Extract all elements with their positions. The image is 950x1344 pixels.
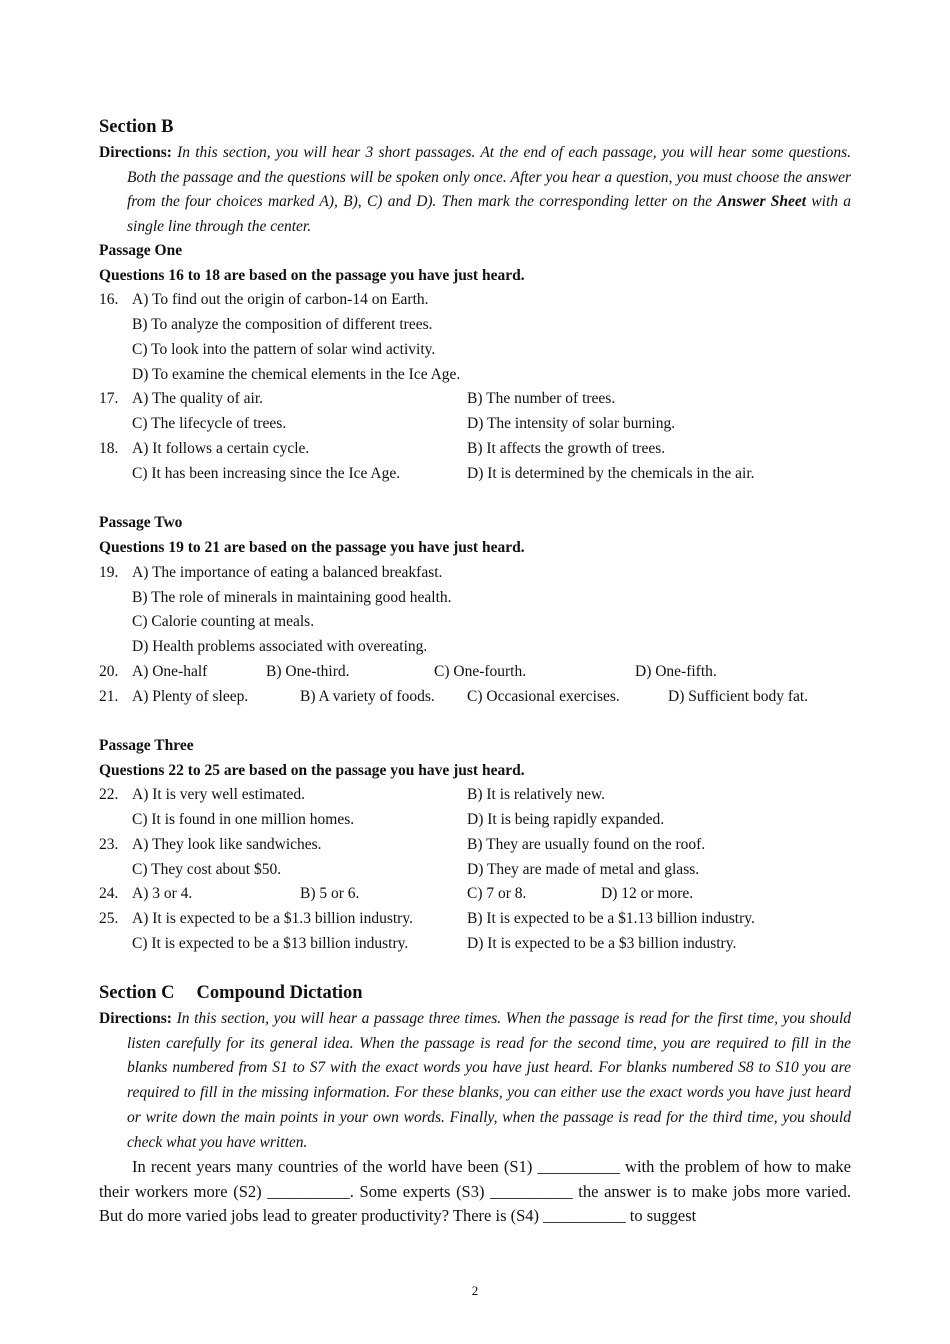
passage-three-title: Passage Three bbox=[99, 737, 194, 754]
question-number: 21. bbox=[99, 688, 119, 705]
choice-c: C) To look into the pattern of solar wind activity. bbox=[132, 341, 436, 358]
choice-b: B) The role of minerals in maintaining good health. bbox=[132, 589, 452, 606]
choice-a: A) Plenty of sleep. bbox=[132, 688, 249, 705]
question-number: 19. bbox=[99, 564, 119, 581]
question-number: 25. bbox=[99, 910, 119, 927]
directions-text-end: with a single line through the center. bbox=[127, 193, 852, 236]
section-b-title: Section B bbox=[99, 117, 174, 137]
choice-c: C) It is found in one million homes. bbox=[132, 811, 355, 828]
answer-sheet-emphasis: Answer Sheet bbox=[717, 193, 807, 211]
question-number: 16. bbox=[99, 291, 119, 308]
choice-c: C) Occasional exercises. bbox=[467, 688, 620, 705]
choice-a: A) To find out the origin of carbon-14 on Earth. bbox=[132, 291, 429, 308]
choice-b: B) The number of trees. bbox=[467, 390, 616, 407]
choice-d: D) It is being rapidly expanded. bbox=[467, 811, 665, 828]
section-c-subtitle: Compound Dictation bbox=[196, 983, 363, 1003]
choice-b: B) It is expected to be a $1.13 billion industry. bbox=[467, 910, 755, 927]
question-number: 17. bbox=[99, 390, 119, 407]
section-c-label: Section C bbox=[99, 983, 175, 1003]
choice-b: B) One-third. bbox=[266, 663, 350, 680]
passage-three-instruction: Questions 22 to 25 are based on the passage you have just heard. bbox=[99, 762, 525, 779]
question-number: 23. bbox=[99, 836, 119, 853]
choice-d: D) The intensity of solar burning. bbox=[467, 415, 676, 432]
choice-a: A) The importance of eating a balanced breakfast. bbox=[132, 564, 443, 581]
choice-b: B) It affects the growth of trees. bbox=[467, 440, 666, 457]
choice-d: D) They are made of metal and glass. bbox=[467, 861, 700, 878]
choice-d: D) 12 or more. bbox=[601, 885, 694, 902]
section-c-directions bbox=[99, 1007, 851, 1155]
question-number: 24. bbox=[99, 885, 119, 902]
choice-c: C) It has been increasing since the Ice Age. bbox=[132, 465, 401, 482]
directions-label: Directions: bbox=[99, 144, 172, 161]
choice-b: B) They are usually found on the roof. bbox=[467, 836, 706, 853]
choice-a: A) 3 or 4. bbox=[132, 885, 193, 902]
choice-a: A) They look like sandwiches. bbox=[132, 836, 322, 853]
choice-b: B) A variety of foods. bbox=[300, 688, 435, 705]
choice-c: C) They cost about $50. bbox=[132, 861, 282, 878]
directions-label: Directions: bbox=[99, 1010, 172, 1027]
choice-a: A) It is expected to be a $1.3 billion industry. bbox=[132, 910, 413, 927]
directions-text: In this section, you will hear a passage three times. When the passage is read for the first time, you should listen carefully for its general idea. When the passage is read for the second time, you are required to fill in the blanks numbered from S1 to S7 with the exact words you have just heard. For blanks numbered S8 to S10 you are required to fill in the missing information. For these blanks, you can either use the exact words you have just heard or write down the main points in your own words. Finally, when the passage is read for the third time, you should check what you have written. bbox=[127, 1010, 851, 1151]
choice-c: C) It is expected to be a $13 billion industry. bbox=[132, 935, 409, 952]
choice-d: D) It is expected to be a $3 billion industry. bbox=[467, 935, 737, 952]
question-number: 20. bbox=[99, 663, 119, 680]
choice-a: A) The quality of air. bbox=[132, 390, 264, 407]
passage-one-title: Passage One bbox=[99, 242, 183, 259]
choice-d: D) To examine the chemical elements in the Ice Age. bbox=[132, 366, 461, 383]
choice-c: C) 7 or 8. bbox=[467, 885, 527, 902]
dictation-paragraph: In recent years many countries of the world have been (S1) __________ with the problem of how to make their workers more (S2) __________. Some experts (S3) __________ the answer is to make jobs more varied. But do more varied jobs lead to greater productivity? There is (S4) __________ to suggest bbox=[99, 1157, 851, 1226]
directions-text: In this section, you will hear 3 short passages. At the end of each passage, you will hear some questions. Both the passage and the questions will be spoken only once. After you hear a question, you must choose the answer from the four choices marked A), B), C) and D). Then mark the corresponding letter on the bbox=[127, 144, 852, 211]
page-number: 2 bbox=[471, 1283, 479, 1298]
choice-d: D) Health problems associated with overeating. bbox=[132, 638, 428, 655]
choice-a: A) One-half bbox=[132, 663, 208, 680]
choice-b: B) To analyze the composition of different trees. bbox=[132, 316, 433, 333]
choice-b: B) It is relatively new. bbox=[467, 786, 606, 803]
passage-one-instruction: Questions 16 to 18 are based on the passage you have just heard. bbox=[99, 267, 525, 284]
choice-c: C) The lifecycle of trees. bbox=[132, 415, 287, 432]
section-c-title bbox=[99, 983, 363, 1004]
section-b-directions bbox=[99, 141, 851, 240]
choice-b: B) 5 or 6. bbox=[300, 885, 360, 902]
choice-a: A) It is very well estimated. bbox=[132, 786, 306, 803]
question-number: 18. bbox=[99, 440, 119, 457]
choice-c: C) Calorie counting at meals. bbox=[132, 613, 315, 630]
choice-c: C) One-fourth. bbox=[434, 663, 527, 680]
choice-d: D) One-fifth. bbox=[635, 663, 717, 680]
choice-d: D) It is determined by the chemicals in the air. bbox=[467, 465, 755, 482]
question-number: 22. bbox=[99, 786, 119, 803]
passage-two-title: Passage Two bbox=[99, 514, 183, 531]
passage-two-instruction: Questions 19 to 21 are based on the passage you have just heard. bbox=[99, 539, 525, 556]
choice-a: A) It follows a certain cycle. bbox=[132, 440, 310, 457]
choice-d: D) Sufficient body fat. bbox=[668, 688, 809, 705]
